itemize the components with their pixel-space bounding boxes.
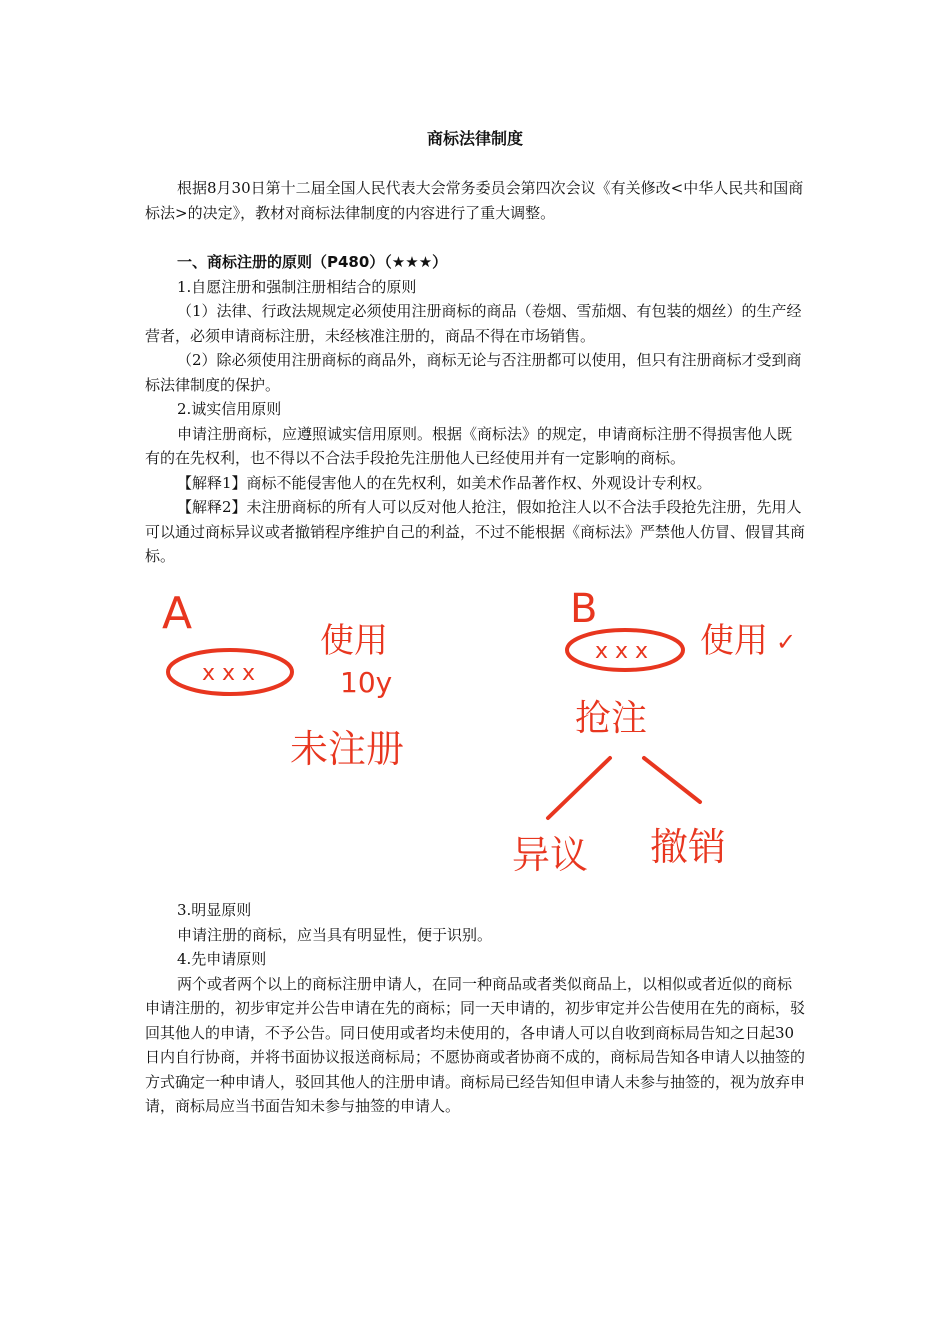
principle-2-title: 2.诚实信用原则 bbox=[177, 400, 282, 418]
principle-1-item-2: （2）除必须使用注册商标的商品外，商标无论与否注册都可以使用，但只有注册商标才受到商标法律制度的保护。 bbox=[145, 351, 802, 394]
principle-1-title: 1.自愿注册和强制注册相结合的原则 bbox=[177, 277, 417, 296]
principle-2-text: 申请注册商标，应遵照诚实信用原则。根据《商标法》的规定，申请商标注册不得损害他人既有的在先权利，也不得以不合法手段抢先注册他人已经使用并有一定影响的商标。 bbox=[145, 424, 793, 467]
section-principles-continued bbox=[145, 898, 805, 1119]
sketch-b-mark: x x x bbox=[595, 639, 649, 664]
sketch-a-unregistered: 未注册 bbox=[290, 727, 405, 771]
intro-paragraph: 根据8月30日第十二届全国人民代表大会常务委员会第四次会议《有关修改<中华人民共和国商标法>的决定》，教材对商标法律制度的内容进行了重大调整。 bbox=[145, 179, 804, 222]
sketch-a-use: 使用 bbox=[320, 621, 388, 661]
sketch-a-years: 10y bbox=[340, 666, 393, 699]
principle-3-title: 3.明显原则 bbox=[177, 901, 252, 919]
principle-1-item-1: （1）法律、行政法规规定必须使用注册商标的商品（卷烟、雪茄烟、有包装的烟丝）的生产经营者，必须申请商标注册，未经核准注册的，商品不得在市场销售。 bbox=[145, 302, 802, 345]
principle-3-text: 申请注册的商标，应当具有明显性，便于识别。 bbox=[177, 925, 493, 944]
intro-block bbox=[145, 176, 805, 225]
sketch-b-use: 使用 bbox=[700, 621, 768, 661]
sketch-b-oppose: 异议 bbox=[512, 833, 589, 877]
sketch-label-b: B bbox=[570, 586, 598, 632]
sketch-branch-right bbox=[644, 758, 700, 802]
principle-4-title: 4.先申请原则 bbox=[177, 950, 267, 968]
sketch-b-revoke: 撤销 bbox=[650, 825, 727, 869]
sketch-label-a: A bbox=[162, 588, 193, 639]
page-title: 商标法律制度 bbox=[426, 129, 523, 148]
sketch-branch-left bbox=[548, 758, 610, 818]
explanation-2: 【解释2】未注册商标的所有人可以反对他人抢注，假如抢注人以不合法手段抢先注册，先用人可以通过商标异议或者撤销程序维护自己的利益，不过不能根据《商标法》严禁他人仿冒、假冒其商标。 bbox=[145, 498, 806, 565]
sketch-b-squat: 抢注 bbox=[575, 698, 648, 739]
explanation-1: 【解释1】商标不能侵害他人的在先权利，如美术作品著作权、外观设计专利权。 bbox=[177, 473, 712, 492]
sketch-a-mark: x x x bbox=[202, 661, 256, 686]
handwritten-sketch bbox=[140, 580, 800, 890]
section-principles bbox=[145, 250, 805, 569]
section-heading: 一、商标注册的原则（P480）（★★★） bbox=[177, 253, 448, 271]
principle-4-text: 两个或者两个以上的商标注册申请人，在同一种商品或者类似商品上，以相似或者近似的商标申请注册的，初步审定并公告申请在先的商标；同一天申请的，初步审定并公告使用在先的商标，驳回其他人的申请，不予公告。同日使用或者均未使用的，各申请人可以自收到商标局告知之日起30日内自行协商，并将书面协议报送商标局；不愿协商或者协商不成的，商标局告知各申请人以抽签的方式确定一种申请人，驳回其他人的注册申请。商标局已经告知但申请人未参与抽签的，视为放弃申请，商标局应当书面告知未参与抽签的申请人。 bbox=[145, 974, 806, 1115]
sketch-b-check: ✓ bbox=[776, 628, 797, 656]
